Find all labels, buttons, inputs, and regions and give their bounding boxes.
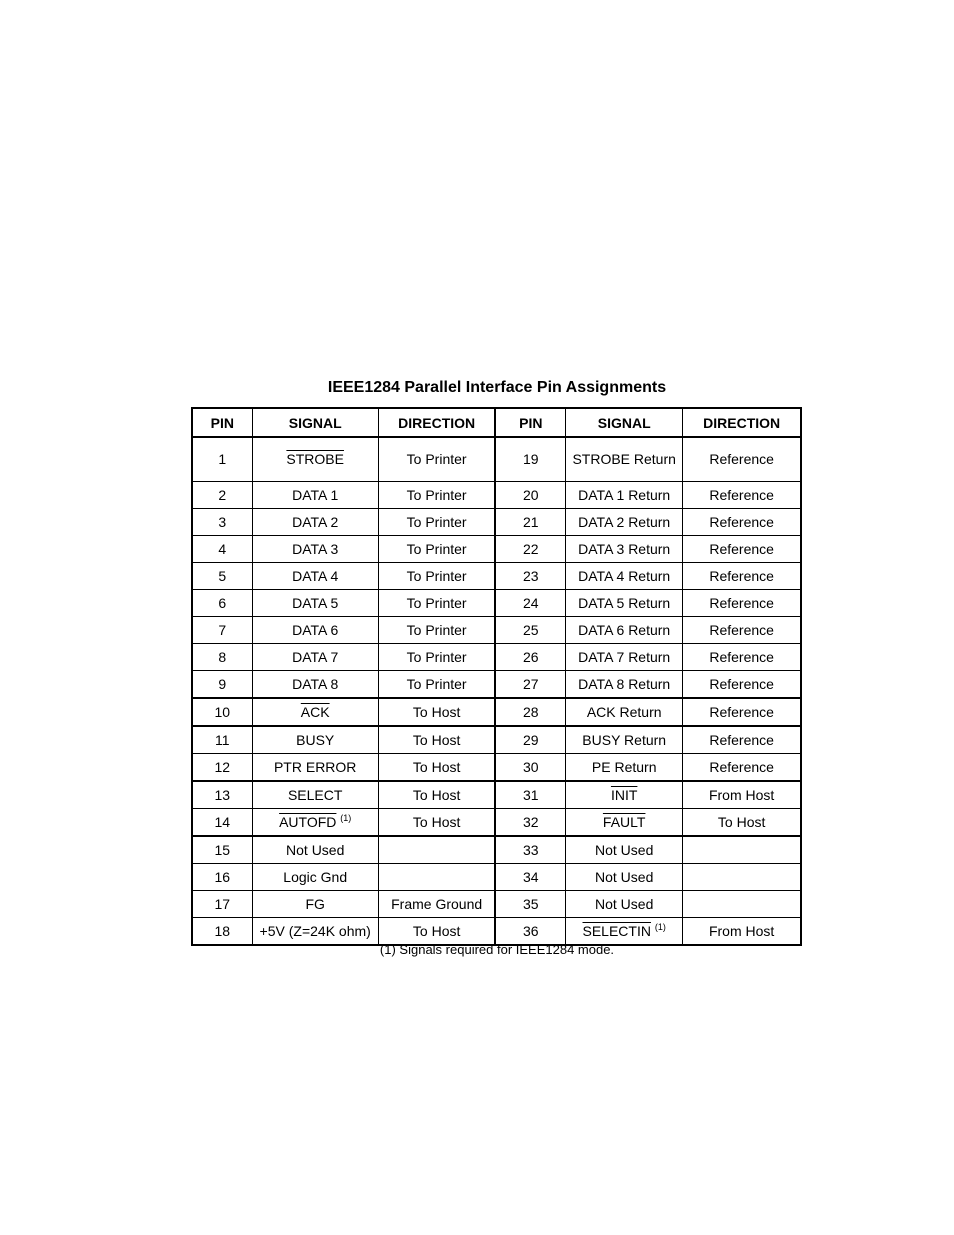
signal-cell bbox=[566, 754, 683, 782]
signal-cell-text: Not Used bbox=[595, 869, 654, 885]
signal-cell-text: DATA 4 Return bbox=[578, 568, 671, 584]
signal-cell-text: DATA 5 bbox=[292, 595, 339, 611]
direction-cell bbox=[683, 836, 801, 864]
pin-cell bbox=[192, 781, 252, 809]
signal-cell-text: STROBE Return bbox=[572, 451, 676, 467]
direction-cell bbox=[683, 617, 801, 644]
footnote-marker: (1) bbox=[340, 813, 352, 823]
direction-cell-text: To Printer bbox=[406, 622, 467, 638]
signal-cell-text: DATA 1 bbox=[292, 487, 339, 503]
direction-cell-text: Reference bbox=[709, 622, 774, 638]
pin-cell-text: 10 bbox=[214, 704, 231, 720]
table-row bbox=[192, 482, 801, 509]
direction-cell bbox=[378, 918, 495, 946]
pin-cell-text: 4 bbox=[218, 541, 227, 557]
pin-cell-text: 27 bbox=[523, 676, 539, 692]
direction-cell-text: To Printer bbox=[406, 649, 467, 665]
signal-cell-text: SELECTIN bbox=[582, 923, 651, 939]
direction-cell bbox=[378, 754, 495, 782]
direction-cell bbox=[683, 644, 801, 671]
pin-cell bbox=[495, 754, 565, 782]
table-row bbox=[192, 509, 801, 536]
signal-cell bbox=[252, 809, 378, 837]
pin-cell-text: 24 bbox=[523, 595, 539, 611]
direction-cell bbox=[683, 509, 801, 536]
signal-cell-text: Logic Gnd bbox=[283, 869, 348, 885]
direction-cell-text: To Printer bbox=[406, 514, 467, 530]
direction-cell-text: Reference bbox=[709, 676, 774, 692]
header-direction: DIRECTION bbox=[378, 408, 495, 437]
pin-cell-text: 34 bbox=[523, 869, 539, 885]
pin-cell bbox=[495, 644, 565, 671]
table-row bbox=[192, 726, 801, 754]
pin-cell-text: 1 bbox=[218, 451, 227, 467]
direction-cell-text: Reference bbox=[709, 487, 774, 503]
direction-cell-text: Frame Ground bbox=[391, 896, 483, 912]
pin-cell-text: 30 bbox=[523, 759, 539, 775]
pin-cell-text: 16 bbox=[214, 869, 231, 885]
pin-cell bbox=[495, 698, 565, 726]
pin-cell bbox=[192, 437, 252, 482]
direction-cell-text: Reference bbox=[709, 514, 774, 530]
pin-cell bbox=[495, 891, 565, 918]
signal-cell bbox=[252, 864, 378, 891]
signal-cell bbox=[566, 726, 683, 754]
pin-cell bbox=[495, 918, 565, 946]
table-row bbox=[192, 754, 801, 782]
table-title: IEEE1284 Parallel Interface Pin Assignments bbox=[327, 379, 667, 396]
signal-cell bbox=[566, 698, 683, 726]
direction-cell-text: Reference bbox=[709, 568, 774, 584]
signal-cell bbox=[566, 836, 683, 864]
signal-cell bbox=[252, 482, 378, 509]
table-row bbox=[192, 563, 801, 590]
header-row bbox=[192, 408, 801, 437]
signal-cell bbox=[566, 437, 683, 482]
pin-cell bbox=[495, 590, 565, 617]
signal-cell bbox=[252, 754, 378, 782]
signal-cell bbox=[566, 891, 683, 918]
signal-cell bbox=[252, 781, 378, 809]
pin-cell bbox=[495, 809, 565, 837]
direction-cell bbox=[378, 864, 495, 891]
table-row bbox=[192, 536, 801, 563]
direction-cell-text: To Host bbox=[717, 814, 766, 830]
direction-cell-text: Reference bbox=[709, 541, 774, 557]
pin-cell bbox=[495, 617, 565, 644]
direction-cell bbox=[683, 437, 801, 482]
direction-cell bbox=[683, 726, 801, 754]
direction-cell bbox=[378, 726, 495, 754]
pin-cell bbox=[495, 509, 565, 536]
signal-cell bbox=[566, 918, 683, 946]
signal-cell bbox=[252, 617, 378, 644]
pin-cell bbox=[495, 781, 565, 809]
signal-cell bbox=[566, 563, 683, 590]
pin-cell-text: 15 bbox=[214, 842, 231, 858]
pin-cell-text: 21 bbox=[523, 514, 539, 530]
direction-cell-text: To Printer bbox=[406, 451, 467, 467]
header-signal: SIGNAL bbox=[252, 408, 378, 437]
pin-cell-text: 7 bbox=[218, 622, 227, 638]
signal-cell-text: Not Used bbox=[595, 842, 654, 858]
direction-cell bbox=[378, 671, 495, 699]
direction-cell bbox=[683, 891, 801, 918]
pin-cell-text: 28 bbox=[523, 704, 539, 720]
signal-cell-text: +5V (Z=24K ohm) bbox=[259, 923, 371, 939]
footnote: (1) Signals required for IEEE1284 mode. bbox=[379, 942, 615, 957]
direction-cell bbox=[378, 781, 495, 809]
signal-cell-text: PTR ERROR bbox=[273, 759, 357, 775]
signal-cell-text: AUTOFD bbox=[279, 814, 337, 830]
pin-cell bbox=[495, 482, 565, 509]
direction-cell bbox=[683, 590, 801, 617]
table-body bbox=[192, 437, 801, 945]
direction-cell bbox=[378, 644, 495, 671]
signal-cell bbox=[252, 590, 378, 617]
footnote-marker: (1) bbox=[654, 922, 666, 932]
signal-cell-text: DATA 6 bbox=[292, 622, 339, 638]
table-row bbox=[192, 891, 801, 918]
table-row bbox=[192, 836, 801, 864]
direction-cell-text: To Host bbox=[412, 704, 461, 720]
pin-cell bbox=[192, 590, 252, 617]
pin-cell bbox=[495, 671, 565, 699]
table-row bbox=[192, 918, 801, 946]
pin-cell bbox=[495, 836, 565, 864]
direction-cell-text: To Host bbox=[412, 923, 461, 939]
pin-cell-text: 36 bbox=[523, 923, 539, 939]
direction-cell bbox=[378, 509, 495, 536]
table-row bbox=[192, 617, 801, 644]
pin-cell-text: 2 bbox=[218, 487, 227, 503]
signal-cell-text: DATA 1 Return bbox=[578, 487, 671, 503]
pin-cell-text: 12 bbox=[214, 759, 231, 775]
pin-cell-text: 33 bbox=[523, 842, 539, 858]
pin-cell-text: 22 bbox=[523, 541, 539, 557]
signal-cell-text: DATA 2 bbox=[292, 514, 339, 530]
signal-cell bbox=[252, 644, 378, 671]
pin-cell bbox=[192, 482, 252, 509]
direction-cell bbox=[683, 781, 801, 809]
direction-cell-text: Reference bbox=[709, 451, 774, 467]
signal-cell bbox=[566, 509, 683, 536]
direction-cell bbox=[378, 809, 495, 837]
table-row bbox=[192, 590, 801, 617]
direction-cell-text: To Printer bbox=[406, 595, 467, 611]
pin-cell bbox=[192, 671, 252, 699]
pin-assignment-table bbox=[191, 407, 802, 946]
signal-cell-text: DATA 8 Return bbox=[578, 676, 671, 692]
pin-cell bbox=[192, 836, 252, 864]
pin-cell-text: 25 bbox=[523, 622, 539, 638]
signal-cell-text: DATA 6 Return bbox=[578, 622, 671, 638]
signal-cell bbox=[252, 891, 378, 918]
pin-cell bbox=[192, 536, 252, 563]
signal-cell-text: DATA 7 bbox=[292, 649, 339, 665]
pin-cell-text: 35 bbox=[523, 896, 539, 912]
signal-cell bbox=[252, 918, 378, 946]
direction-cell-text: Reference bbox=[709, 759, 774, 775]
signal-cell bbox=[252, 437, 378, 482]
signal-cell bbox=[566, 536, 683, 563]
signal-cell-text: DATA 7 Return bbox=[578, 649, 671, 665]
pin-cell bbox=[192, 864, 252, 891]
pin-cell-text: 6 bbox=[218, 595, 227, 611]
pin-cell bbox=[192, 891, 252, 918]
signal-cell bbox=[566, 590, 683, 617]
direction-cell-text: To Printer bbox=[406, 568, 467, 584]
signal-cell-text: DATA 5 Return bbox=[578, 595, 671, 611]
pin-cell bbox=[495, 864, 565, 891]
direction-cell-text: Reference bbox=[709, 704, 774, 720]
pin-cell-text: 11 bbox=[215, 732, 230, 748]
signal-cell bbox=[252, 671, 378, 699]
pin-cell-text: 31 bbox=[523, 787, 539, 803]
direction-cell bbox=[683, 809, 801, 837]
direction-cell bbox=[683, 671, 801, 699]
signal-cell-text: SELECT bbox=[287, 787, 343, 803]
direction-cell bbox=[683, 536, 801, 563]
direction-cell-text: Reference bbox=[709, 595, 774, 611]
direction-cell bbox=[683, 698, 801, 726]
pin-cell-text: 19 bbox=[523, 451, 539, 467]
signal-cell-text: STROBE bbox=[286, 451, 344, 467]
direction-cell bbox=[378, 617, 495, 644]
direction-cell-text: To Printer bbox=[406, 487, 467, 503]
pin-cell-text: 3 bbox=[218, 514, 227, 530]
signal-cell bbox=[566, 617, 683, 644]
signal-cell-text: INIT bbox=[610, 787, 638, 803]
direction-cell bbox=[683, 482, 801, 509]
pin-cell bbox=[495, 437, 565, 482]
signal-cell bbox=[252, 698, 378, 726]
direction-cell bbox=[378, 836, 495, 864]
direction-cell bbox=[378, 437, 495, 482]
pin-cell bbox=[192, 809, 252, 837]
pin-cell-text: 9 bbox=[218, 676, 227, 692]
table-row bbox=[192, 864, 801, 891]
pin-cell-text: 14 bbox=[214, 814, 231, 830]
direction-cell-text: From Host bbox=[708, 923, 775, 939]
signal-cell-text: PE Return bbox=[591, 759, 657, 775]
pin-cell-text: 8 bbox=[218, 649, 227, 665]
pin-cell bbox=[495, 536, 565, 563]
table-row bbox=[192, 671, 801, 699]
pin-cell bbox=[192, 918, 252, 946]
direction-cell bbox=[683, 563, 801, 590]
pin-cell bbox=[192, 563, 252, 590]
table-row bbox=[192, 698, 801, 726]
signal-cell-text: BUSY Return bbox=[582, 732, 667, 748]
pin-cell-text: 23 bbox=[523, 568, 539, 584]
signal-cell bbox=[566, 864, 683, 891]
signal-cell-text: FG bbox=[305, 896, 325, 912]
signal-cell-text: DATA 2 Return bbox=[578, 514, 671, 530]
direction-cell-text: From Host bbox=[708, 787, 775, 803]
pin-cell-text: 29 bbox=[523, 732, 539, 748]
pin-cell-text: 18 bbox=[214, 923, 231, 939]
table-row bbox=[192, 437, 801, 482]
direction-cell-text: Reference bbox=[709, 649, 774, 665]
direction-cell-text: To Printer bbox=[406, 676, 467, 692]
header-pin: PIN bbox=[192, 408, 252, 437]
pin-cell bbox=[192, 726, 252, 754]
signal-cell bbox=[566, 781, 683, 809]
signal-cell bbox=[252, 836, 378, 864]
signal-cell-text: Not Used bbox=[286, 842, 345, 858]
direction-cell bbox=[378, 536, 495, 563]
pin-cell-text: 32 bbox=[523, 814, 539, 830]
signal-cell bbox=[252, 563, 378, 590]
signal-cell bbox=[566, 809, 683, 837]
signal-cell-text: BUSY bbox=[296, 732, 335, 748]
signal-cell-text: DATA 3 bbox=[292, 541, 339, 557]
direction-cell bbox=[378, 698, 495, 726]
table-row bbox=[192, 644, 801, 671]
signal-cell bbox=[252, 726, 378, 754]
signal-cell bbox=[566, 644, 683, 671]
header-signal: SIGNAL bbox=[566, 408, 683, 437]
pin-cell bbox=[495, 563, 565, 590]
pin-cell-text: 13 bbox=[214, 787, 231, 803]
signal-cell bbox=[566, 671, 683, 699]
pin-cell-text: 17 bbox=[214, 896, 231, 912]
direction-cell bbox=[378, 482, 495, 509]
direction-cell-text: To Host bbox=[412, 814, 461, 830]
pin-cell bbox=[495, 726, 565, 754]
direction-cell-text: To Host bbox=[412, 787, 461, 803]
pin-cell bbox=[192, 509, 252, 536]
direction-cell bbox=[683, 918, 801, 946]
pin-cell bbox=[192, 617, 252, 644]
signal-cell-text: Not Used bbox=[595, 896, 654, 912]
direction-cell bbox=[683, 754, 801, 782]
header-direction: DIRECTION bbox=[683, 408, 801, 437]
signal-cell-text: ACK Return bbox=[586, 704, 662, 720]
signal-cell-text: DATA 4 bbox=[292, 568, 339, 584]
signal-cell bbox=[252, 509, 378, 536]
direction-cell-text: To Printer bbox=[406, 541, 467, 557]
signal-cell-text: FAULT bbox=[602, 814, 646, 830]
table-row bbox=[192, 809, 801, 837]
signal-cell-text: DATA 8 bbox=[292, 676, 339, 692]
pin-cell bbox=[192, 644, 252, 671]
signal-cell bbox=[566, 482, 683, 509]
pin-cell-text: 20 bbox=[523, 487, 539, 503]
header-pin: PIN bbox=[495, 408, 565, 437]
pin-cell bbox=[192, 754, 252, 782]
direction-cell-text: Reference bbox=[709, 732, 774, 748]
signal-cell bbox=[252, 536, 378, 563]
pin-cell-text: 26 bbox=[523, 649, 539, 665]
pin-cell-text: 5 bbox=[218, 568, 227, 584]
signal-cell-text: DATA 3 Return bbox=[578, 541, 671, 557]
signal-cell-text: $\overline{ACK}$ bbox=[300, 704, 330, 720]
direction-cell-text: To Host bbox=[412, 759, 461, 775]
table-row bbox=[192, 781, 801, 809]
pin-cell bbox=[192, 698, 252, 726]
direction-cell bbox=[378, 891, 495, 918]
direction-cell bbox=[378, 563, 495, 590]
direction-cell bbox=[683, 864, 801, 891]
direction-cell bbox=[378, 590, 495, 617]
direction-cell-text: To Host bbox=[412, 732, 461, 748]
